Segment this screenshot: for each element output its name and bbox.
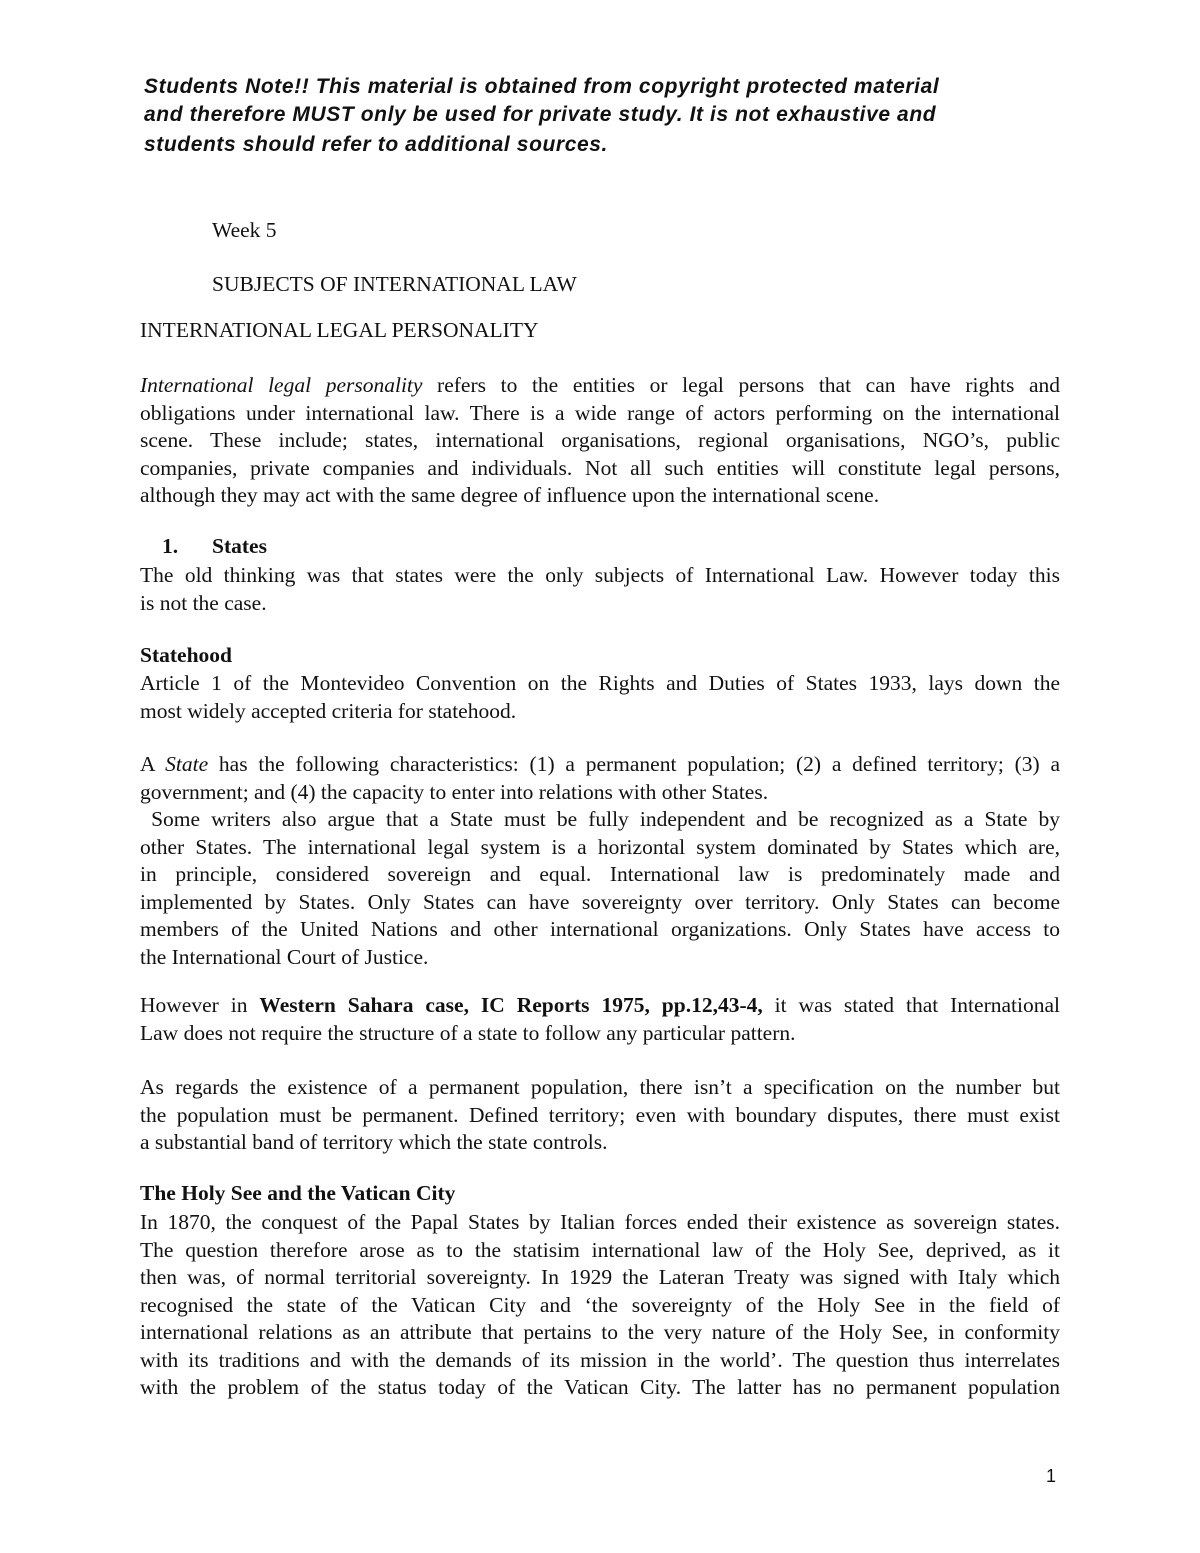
subjects-heading: SUBJECTS OF INTERNATIONAL LAW xyxy=(212,272,577,296)
personality-heading: INTERNATIONAL LEGAL PERSONALITY xyxy=(140,318,539,342)
holy-see-line: with its traditions and with the demands of its mission in the world’. The question thus interrelates xyxy=(140,1347,1060,1372)
state-def-line: A State has the following characteristics: (1) a permanent population; (2) a defined territory; (3) a xyxy=(140,752,1061,776)
holy-see-line: In 1870, the conquest of the Papal States by Italian forces ended their existence as sovereign states. xyxy=(140,1210,1060,1234)
page-number: 1 xyxy=(1046,1466,1057,1486)
state-def-line: other States. The international legal system is a horizontal system dominated by States which are, xyxy=(140,834,1060,859)
western-sahara-line: However in Western Sahara case, IC Reports 1975, pp.12,43-4, it was stated that International xyxy=(140,993,1060,1017)
population-line: a substantial band of territory which the state controls. xyxy=(140,1130,608,1154)
week-label: Week 5 xyxy=(212,218,277,242)
holy-see-paragraph xyxy=(140,1209,1060,1402)
intro-line: International legal personality refers to the entities or legal persons that can have rights and xyxy=(140,373,1060,397)
intro-line: companies, private companies and individuals. Not all such entities will constitute legal persons, xyxy=(140,455,1060,480)
state-term: State xyxy=(165,752,209,776)
intro-line: obligations under international law. There is a wide range of actors performing on the international xyxy=(140,400,1060,425)
western-sahara-paragraph xyxy=(140,992,1060,1047)
holy-see-line: recognised the state of the Vatican City and ‘the sovereignty of the Holy See in the field of xyxy=(140,1292,1060,1317)
note-line: students should refer to additional sources. xyxy=(144,132,608,156)
statehood-heading: Statehood xyxy=(140,643,232,667)
case-citation: Western Sahara case, IC Reports 1975, pp.12,43-4, xyxy=(259,993,763,1017)
states-line: The old thinking was that states were the only subjects of International Law. However today this xyxy=(140,563,1060,587)
state-def-line: in principle, considered sovereign and equal. International law is predominately made and xyxy=(140,862,1060,886)
states-number: 1. xyxy=(162,534,179,558)
state-def-line: government; and (4) the capacity to enter into relations with other States. xyxy=(140,779,769,804)
states-paragraph xyxy=(140,562,1060,617)
holy-see-line: The question therefore arose as to the statisim international law of the Holy See, deprived, as it xyxy=(140,1237,1060,1262)
state-def-line: members of the United Nations and other international organizations. Only States have access to xyxy=(140,917,1060,941)
state-definition-paragraph xyxy=(140,751,1060,971)
holy-see-line: then was, of normal territorial sovereignty. In 1929 the Lateran Treaty was signed with Italy which xyxy=(140,1265,1060,1289)
state-def-line: the International Court of Justice. xyxy=(140,944,429,969)
note-line: Students Note!! This material is obtained from copyright protected material xyxy=(144,75,940,98)
intro-line: although they may act with the same degree of influence upon the international scene. xyxy=(140,483,880,507)
intro-line: scene. These include; states, international organisations, regional organisations, NGO’s, public xyxy=(140,428,1060,452)
population-line: the population must be permanent. Defined territory; even with boundary disputes, there must exist xyxy=(140,1102,1060,1127)
state-def-line: implemented by States. Only States can have sovereignty over territory. Only States can become xyxy=(140,889,1060,914)
students-note xyxy=(144,72,1044,160)
population-line: As regards the existence of a permanent population, there isn’t a specification on the number but xyxy=(140,1075,1060,1099)
western-sahara-line: Law does not require the structure of a state to follow any particular pattern. xyxy=(140,1020,796,1045)
statehood-line: Article 1 of the Montevideo Convention on the Rights and Duties of States 1933, lays down the xyxy=(140,671,1060,695)
holy-see-heading: The Holy See and the Vatican City xyxy=(140,1181,456,1205)
state-def-line: Some writers also argue that a State must be fully independent and be recognized as a State by xyxy=(140,807,1060,831)
intro-paragraph xyxy=(140,372,1060,510)
statehood-line: most widely accepted criteria for statehood. xyxy=(140,698,517,723)
holy-see-line: international relations as an attribute that pertains to the very nature of the Holy See, in conformity xyxy=(140,1320,1060,1344)
states-line: is not the case. xyxy=(140,590,267,615)
note-line: and therefore MUST only be used for private study. It is not exhaustive and xyxy=(144,102,937,126)
population-paragraph xyxy=(140,1074,1060,1157)
intro-term: International legal personality xyxy=(140,373,423,397)
states-label: States xyxy=(212,534,267,558)
holy-see-line: with the problem of the status today of the Vatican City. The latter has no permanent population xyxy=(140,1375,1060,1399)
statehood-paragraph xyxy=(140,670,1060,725)
